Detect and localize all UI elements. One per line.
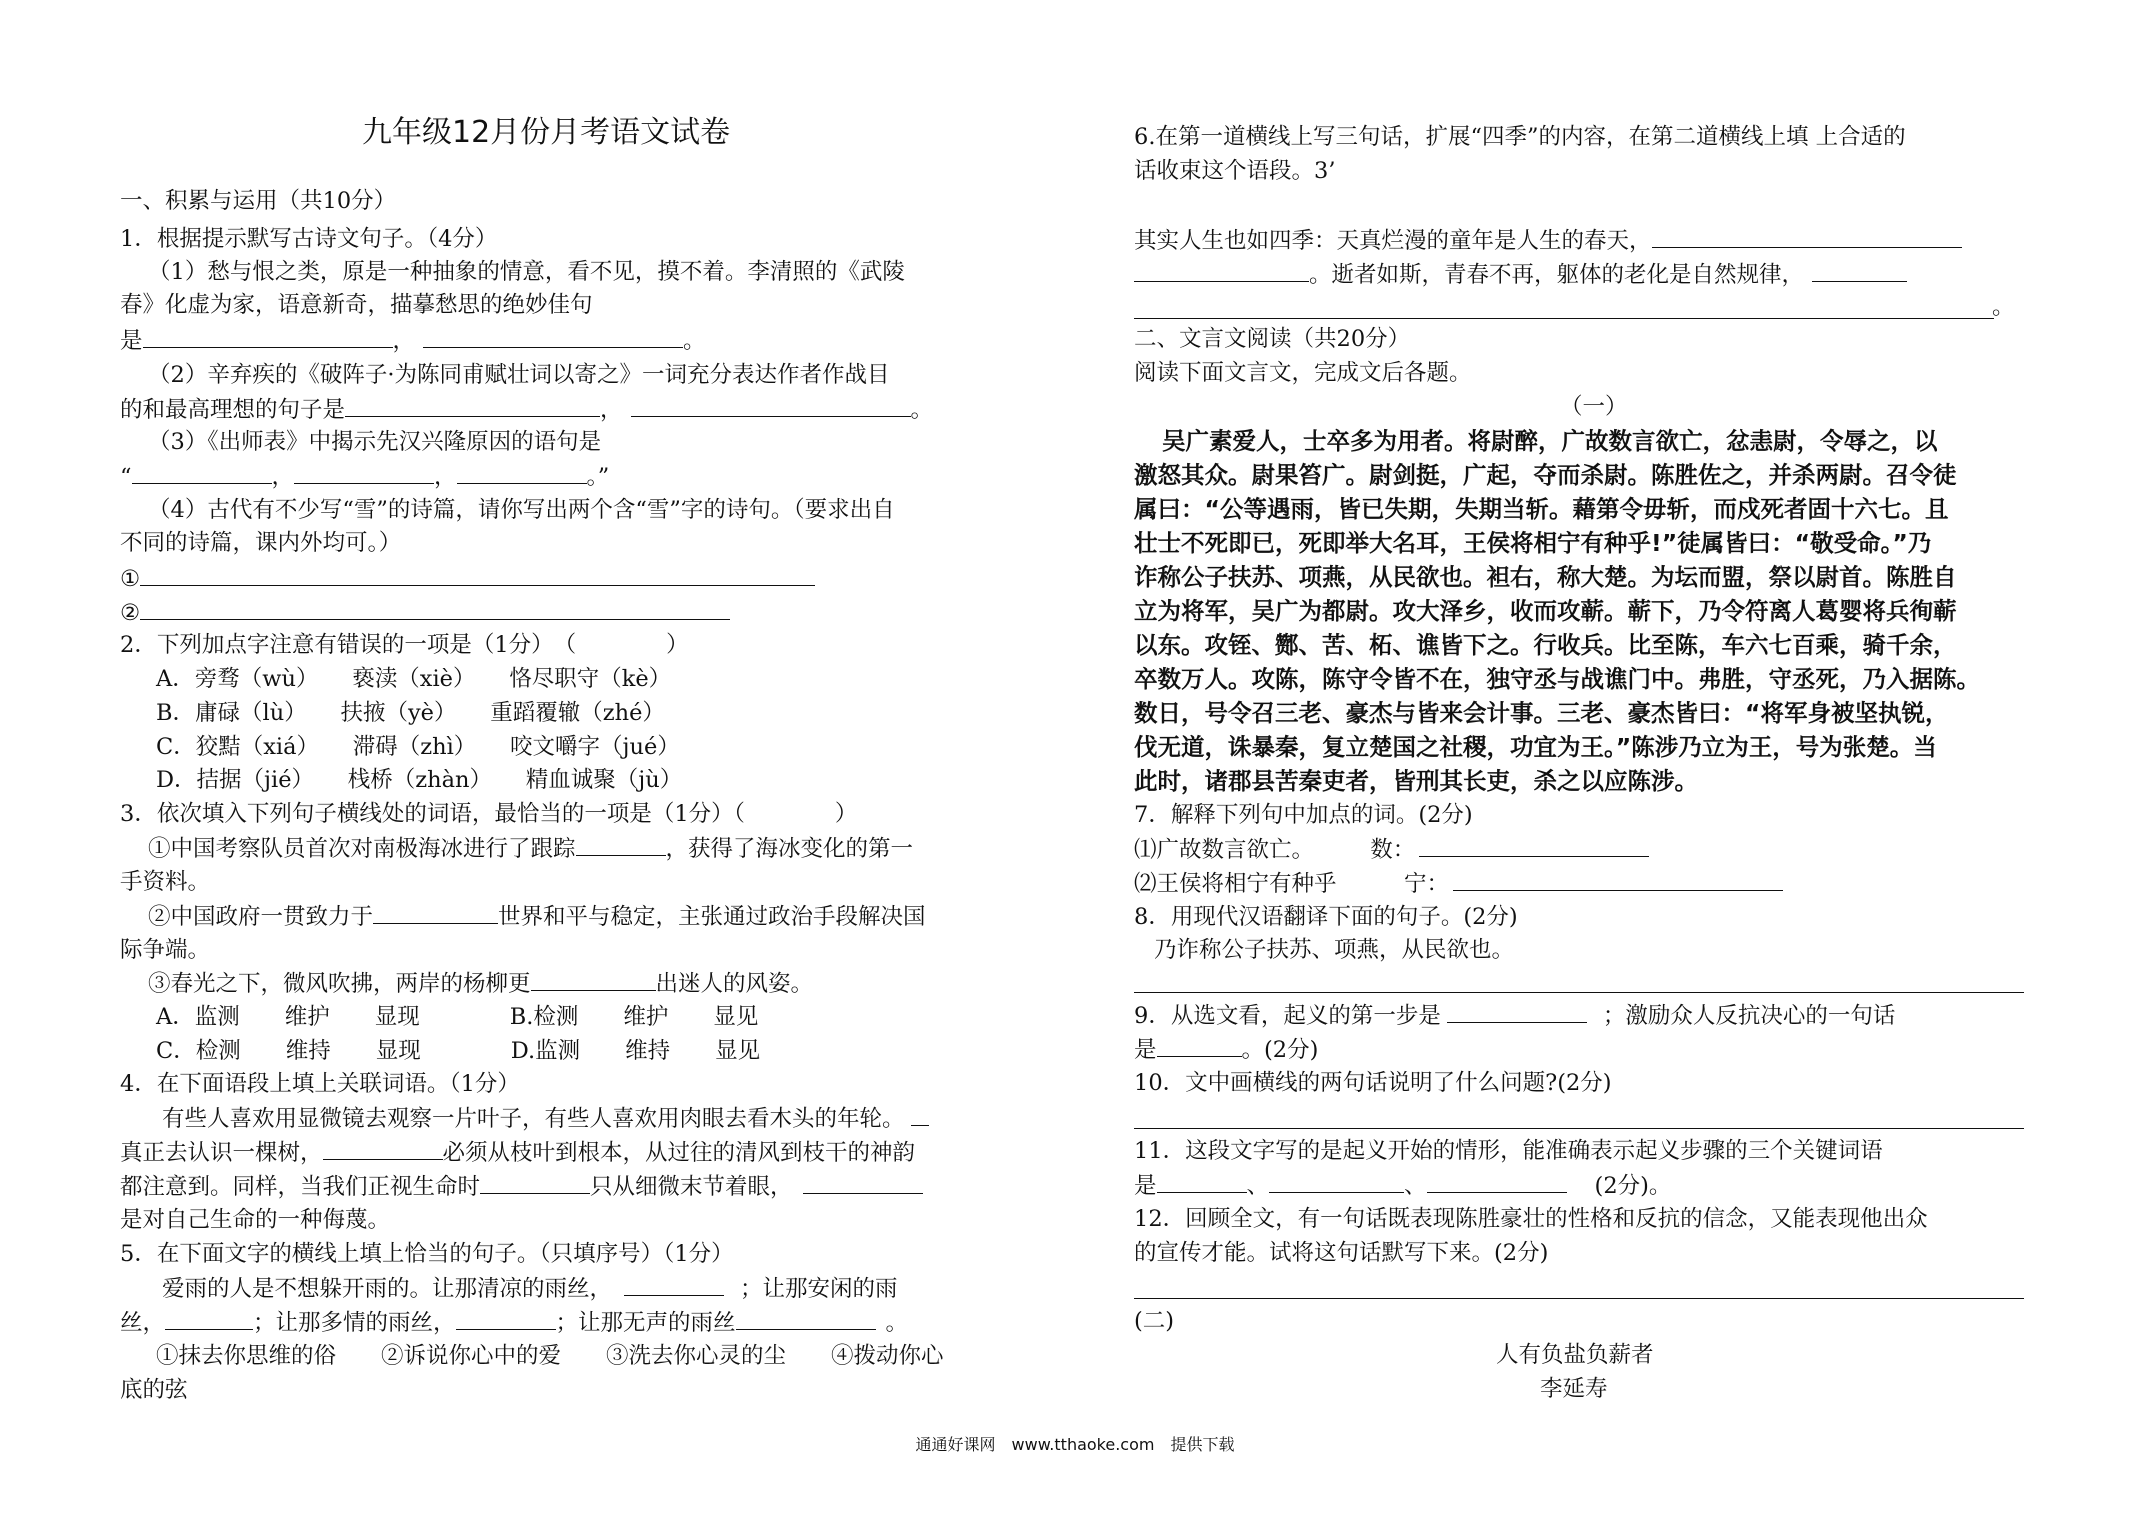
q11-answer-line [1134,1170,1671,1201]
answer-blank[interactable] [631,394,911,417]
q6-period: 。 [1992,294,2015,320]
q1-2-answer-line: 的和最高理想的句子是 ， 。 [120,394,933,425]
answer-blank[interactable] [480,1171,590,1194]
answer-blank[interactable] [1652,225,1962,248]
passage-line: 激怒其众。尉果笞广。尉剑挺，广起，夺而杀尉。陈胜佐之，并杀两尉。召令徒 [1134,461,1957,489]
passage-line: 立为将军，吴广为都尉。攻大泽乡，收而攻蕲。蕲下，乃令符离人葛婴将兵徇蕲 [1134,597,1957,625]
q4-text-4: 是对自己生命的一种侮蔑。 [120,1207,391,1233]
q5-options-cont: 底的弦 [120,1377,188,1403]
text: 其实人生也如四季：天真烂漫的童年是人生的春天， [1134,228,1652,254]
answer-blank[interactable] [911,1103,929,1126]
q2-option-d[interactable]: D．拮据（jié） 栈桥（zhàn） 精血诚聚（jù） [156,767,683,793]
q2-option-c[interactable]: C．狡黠（xiá） 滞碍（zhì） 咬文嚼字（jué） [156,734,680,760]
q1-4-text-2: 不同的诗篇，课内外均可。） [120,530,402,556]
q3-sentence-3 [148,968,813,999]
text: 9．从选文看，起义的第一步是 [1134,1003,1441,1029]
q7-item-2 [1134,868,1783,899]
text: 出迷人的风姿。 [655,971,814,997]
q1-stem: 1．根据提示默写古诗文句子。（4分） [120,226,498,252]
label: “ [120,464,132,490]
text: ①中国考察队员首次对南极海冰进行了跟踪 [148,836,576,862]
text: 爱雨的人是不想躲开雨的。让那清凉的雨丝， [162,1276,613,1302]
answer-blank[interactable] [373,901,498,924]
q6-passage-1 [1134,225,1962,256]
q6-stem-2: 话收束这个语段。3’ [1134,158,1336,184]
text: (2分)。 [1594,1173,1672,1199]
q8-stem: 8．用现代汉语翻译下面的句子。(2分) [1134,904,1518,930]
passage-line: 数日，号令召三老、豪杰与皆来会计事。三老、豪杰皆曰：“将军身被坚执锐， [1134,699,1949,727]
label: ① [120,566,141,592]
passage-2-author: 李延寿 [1540,1376,1608,1402]
answer-blank[interactable] [624,1273,724,1296]
label: 是 [120,328,143,354]
q1-1-text-2: 春》化虚为家，语意新奇，描摹愁思的绝妙佳句 [120,292,593,318]
q3-sentence-2 [148,901,926,932]
q1-4-text: （4）古代有不少写“雪”的诗篇，请你写出两个含“雪”字的诗句。（要求出自 [148,497,895,523]
passage-line: 以东。攻铚、酂、苦、柘、谯皆下之。行收兵。比至陈，车六七百乘，骑千余， [1134,631,1957,659]
answer-blank[interactable] [1447,1000,1587,1023]
text: 只从细微末节着眼， [590,1174,793,1200]
q5-options[interactable]: ①抹去你思维的俗 ②诉说你心中的爱 ③洗去你心灵的尘 ④拨动你心 [156,1343,944,1369]
answer-blank[interactable] [1157,1170,1247,1193]
q3-sentence-2-cont: 际争端。 [120,937,211,963]
answer-blank[interactable] [143,325,393,348]
q1-1-text: （1）愁与恨之类，原是一种抽象的情意，看不见，摸不着。李清照的《武陵 [148,259,905,285]
section-2-instruction: 阅读下面文言文，完成文后各题。 [1134,360,1472,386]
q3-sentence-1 [148,833,913,864]
answer-blank[interactable] [1427,1170,1567,1193]
answer-blank[interactable] [140,597,730,620]
answer-blank[interactable] [736,1307,876,1330]
answer-blank[interactable] [456,1307,556,1330]
passage-line: 壮士不死即已，死即举大名耳，王侯将相宁有种乎!”徒属皆曰：“敬受命。”乃 [1134,529,1932,557]
text: ，获得了海冰变化的第一 [665,836,914,862]
q1-4-answer-1 [120,563,815,594]
passage-line: 属曰：“公等遇雨，皆已失期，失期当斩。藉第令毋斩，而戍死者固十六七。且 [1134,495,1949,523]
q6-stem: 6.在第一道横线上写三句话，扩展“四季”的内容，在第二道横线上填 上合适的 [1134,124,1906,150]
q3-stem: 3．依次填入下列句子横线处的词语，最恰当的一项是（1分）（ ） [120,801,858,827]
q1-4-answer-2 [120,597,730,628]
passage-line: 此时，诸郡县苦秦吏者，皆刑其长吏，杀之以应陈涉。 [1134,767,1698,795]
answer-blank[interactable] [531,968,656,991]
label: ② [120,600,141,626]
q3-options-ab[interactable]: A．监测 维护 显现 B.检测 维护 显见 [156,1004,759,1030]
q4-text-1 [162,1103,929,1134]
answer-blank[interactable] [140,563,815,586]
section-2-heading: 二、文言文阅读（共20分） [1134,326,1411,352]
answer-blank[interactable] [1157,1034,1242,1057]
q11-stem: 11．这段文字写的是起义开始的情形，能准确表示起义步骤的三个关键词语 [1134,1138,1883,1164]
passage-line: 诈称公子扶苏、项燕，从民欲也。袒右，称大楚。为坛而盟，祭以尉首。陈胜自 [1134,563,1957,591]
text: ⑴广故数言欲亡。 数： [1134,837,1416,863]
text: ；激励众人反抗决心的一句话 [1602,1003,1896,1029]
q1-3-answer-line: “ ， ， 。” [120,461,609,492]
page-title: 九年级12月份月考语文试卷 [362,115,731,150]
part-2-label: (二) [1134,1308,1175,1334]
text: ；让那多情的雨丝， [253,1310,456,1336]
text: 。逝者如斯，青春不再，躯体的老化是自然规律， [1309,262,1805,288]
answer-blank[interactable] [294,461,434,484]
q7-stem: 7．解释下列句中加点的词。(2分) [1134,802,1473,828]
text: ②中国政府一贯致力于 [148,904,374,930]
q9-line-1 [1134,1000,1895,1031]
q2-stem: 2．下列加点字注意有错误的一项是（1分） （ ） [120,632,689,658]
q5-text-2 [120,1307,908,1338]
q12-stem: 12．回顾全文，有一句话既表现陈胜豪壮的性格和反抗的信念，又能表现他出众 [1134,1206,1928,1232]
answer-blank[interactable] [323,1137,443,1160]
answer-blank[interactable] [1269,1170,1404,1193]
answer-blank[interactable] [1134,259,1309,282]
answer-blank[interactable] [1419,834,1649,857]
q2-option-a[interactable]: A．旁骛（wù） 亵渎（xiè） 恪尽职守（kè） [156,666,672,692]
text: ⑵王侯将相宁有种乎 宁： [1134,871,1450,897]
answer-blank[interactable] [423,325,683,348]
text: 都注意到。同样，当我们正视生命时 [120,1174,481,1200]
text: 是 [1134,1173,1157,1199]
text: 、 [1404,1173,1427,1199]
answer-blank[interactable] [1453,868,1783,891]
text: ；让那安闲的雨 [740,1276,898,1302]
q1-1-answer-line: 是 ， 。 [120,325,706,356]
label: 的和最高理想的句子是 [120,397,346,423]
answer-blank[interactable] [576,833,666,856]
q1-3-text: （3）《出师表》中揭示先汉兴隆原因的语句是 [148,429,602,455]
q12-answer-line[interactable] [1134,1298,2024,1299]
q7-item-1 [1134,834,1649,865]
q6-passage-2 [1134,259,1907,290]
q4-text-2 [120,1137,915,1168]
q3-sentence-1-cont: 手资料。 [120,869,211,895]
section-1-heading: 一、积累与运用（共10分） [120,188,397,214]
q8-sentence: 乃诈称公子扶苏、项燕，从民欲也。 [1154,937,1515,963]
text: 。(2分) [1241,1037,1319,1063]
q12-stem-2: 的宣传才能。试将这句话默写下来。(2分) [1134,1240,1549,1266]
answer-blank[interactable] [1812,259,1907,282]
q4-text-3 [120,1171,923,1202]
text: 是 [1134,1037,1157,1063]
q8-answer-line[interactable] [1134,992,2024,993]
answer-blank[interactable] [132,461,272,484]
q9-line-2 [1134,1034,1318,1065]
text: 丝， [120,1310,166,1336]
passage-2-title: 人有负盐负薪者 [1496,1342,1654,1368]
text: 必须从枝叶到根本，从过往的清风到枝干的神韵 [442,1140,916,1166]
q6-answer-line[interactable] [1134,318,1994,319]
q10-answer-line[interactable] [1134,1128,2024,1129]
answer-blank[interactable] [803,1171,923,1194]
page-footer: 通通好课网 www.tthaoke.com 提供下载 [915,1435,1235,1454]
text: 、 [1246,1173,1270,1199]
passage-line: 伐无道，诛暴秦，复立楚国之社稷，功宜为王。”陈涉乃立为王，号为张楚。当 [1134,733,1937,761]
text: 世界和平与稳定，主张通过政治手段解决国 [498,904,926,930]
q2-option-b[interactable]: B．庸碌（lù） 扶掖（yè） 重蹈覆辙（zhé） [156,700,665,726]
q1-2-text: （2）辛弃疾的《破阵子·为陈同甫赋壮词以寄之》一词充分表达作者作战目 [148,362,890,388]
q5-text-1 [162,1273,898,1304]
q5-stem: 5．在下面文字的横线上填上恰当的句子。（只填序号）（1分） [120,1241,734,1267]
part-1-label: （一） [1560,394,1628,420]
answer-blank[interactable] [165,1307,253,1330]
q3-options-cd[interactable]: C．检测 维持 显现 D.监测 维持 显见 [156,1038,761,1064]
text: 有些人喜欢用显微镜去观察一片叶子，有些人喜欢用肉眼去看木头的年轮。 [162,1106,905,1132]
q4-stem: 4．在下面语段上填上关联词语。（1分） [120,1071,520,1097]
answer-blank[interactable] [345,394,600,417]
q10-stem: 10．文中画横线的两句话说明了什么问题?(2分) [1134,1070,1612,1096]
text: 真正去认识一棵树， [120,1140,323,1166]
text: ；让那无声的雨丝 [555,1310,736,1336]
text: 。 [885,1310,909,1336]
passage-line: 卒数万人。攻陈，陈守令皆不在，独守丞与战谯门中。弗胜，守丞死，乃入据陈。 [1134,665,1980,693]
passage-line: 吴广素爱人，士卒多为用者。将尉醉，广故数言欲亡，忿恚尉，令辱之，以 [1162,427,1938,455]
answer-blank[interactable] [457,461,587,484]
text: ③春光之下，微风吹拂，两岸的杨柳更 [148,971,531,997]
